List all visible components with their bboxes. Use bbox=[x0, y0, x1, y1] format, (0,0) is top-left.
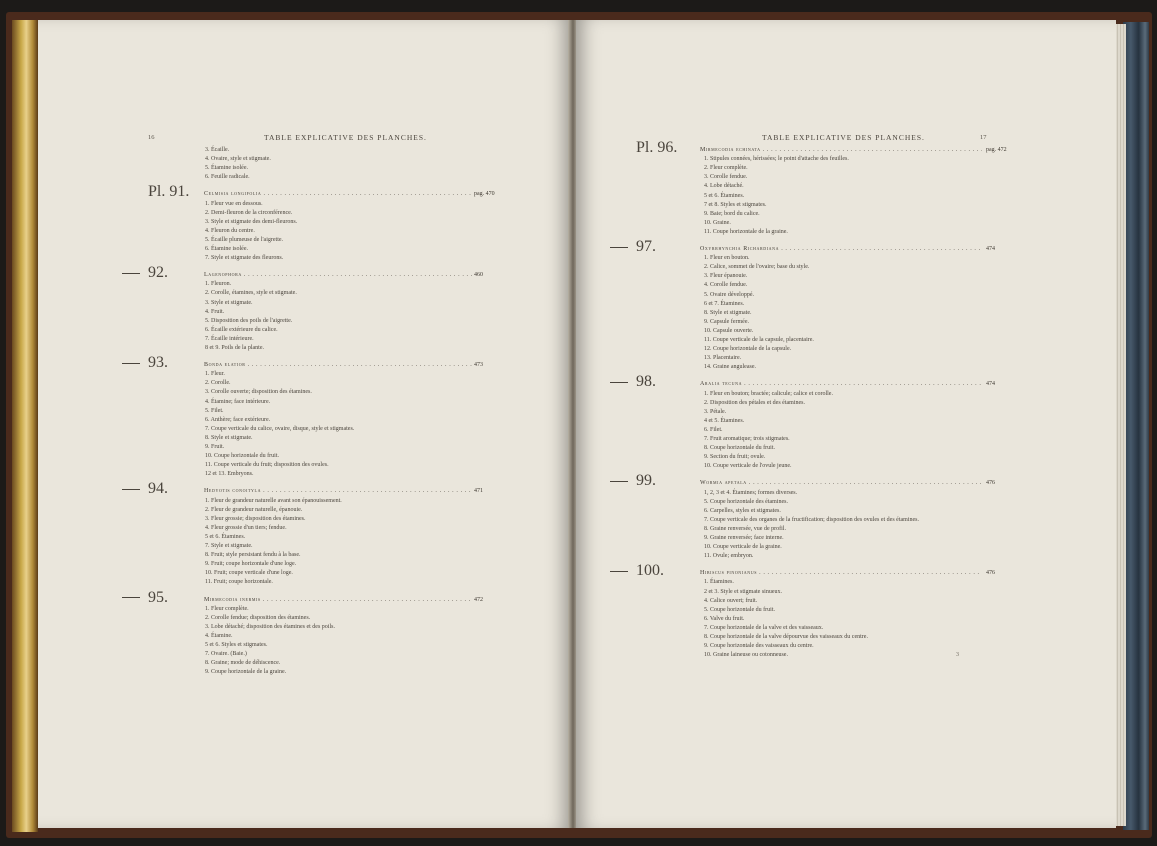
list-item: 3. Corolle ouverte; disposition des étamines. bbox=[205, 389, 312, 396]
dash-rule bbox=[610, 481, 628, 482]
list-item: 6. Anthère; face extérieure. bbox=[205, 416, 271, 423]
page-reference: 476 bbox=[986, 480, 995, 487]
list-item: 2. Demi-fleuron de la circonférence. bbox=[205, 209, 293, 216]
page-number: 17 bbox=[980, 134, 987, 141]
list-item: 9. Capsule fermée. bbox=[704, 318, 749, 325]
running-head: TABLE EXPLICATIVE DES PLANCHES. bbox=[762, 133, 925, 142]
plate-label: 92. bbox=[148, 264, 168, 282]
list-item: 2. Corolle. bbox=[205, 380, 231, 387]
plate-label: 99. bbox=[636, 472, 656, 490]
list-item: 4. Corolle fendue. bbox=[704, 282, 748, 289]
list-item: 1. Fleur. bbox=[205, 371, 225, 378]
list-item: 6. Écaille extérieure du calice. bbox=[205, 326, 278, 333]
species-name: Aralia tecuna . . . bbox=[700, 381, 982, 387]
list-item: 7. Coupe horizontale de la valve et des vaisseaux. bbox=[704, 624, 824, 631]
species-name: Wormia apetala . . . bbox=[700, 480, 982, 486]
list-item: 9. Fruit; coupe horizontale d'une loge. bbox=[205, 561, 297, 568]
list-item: 9. Section du fruit; ovule. bbox=[704, 454, 766, 461]
list-item: 6. Valve du fruit. bbox=[704, 615, 745, 622]
plate-number bbox=[122, 589, 168, 607]
dash-rule bbox=[122, 597, 140, 598]
list-item: 5. Étamine isolée. bbox=[205, 165, 248, 172]
list-item: 1. Stipules connées, hérissées; le point d'attache des feuilles. bbox=[704, 156, 849, 163]
list-item: 2. Fleur complète. bbox=[704, 165, 748, 172]
list-item: 5 et 6. Étamines. bbox=[205, 533, 246, 540]
page-reference: pag. 470 bbox=[474, 191, 495, 198]
list-item: 1, 2, 3 et 4. Étamines; formes diverses. bbox=[704, 489, 798, 496]
list-item: 11. Ovule; embryon. bbox=[704, 553, 754, 560]
list-item: 10. Graine. bbox=[704, 219, 731, 226]
signature-mark: 3 bbox=[956, 652, 959, 658]
list-item: 9. Coupe horizontale de la graine. bbox=[205, 669, 287, 676]
list-item: 3. Corolle fendue. bbox=[704, 174, 748, 181]
left-page bbox=[38, 20, 570, 828]
page-reference: pag. 472 bbox=[986, 147, 1007, 153]
list-item: 4. Calice ouvert; fruit. bbox=[704, 597, 758, 604]
list-item: 8. Fruit; style persistant fendu à la base. bbox=[205, 552, 301, 559]
page-reference: 472 bbox=[474, 596, 483, 603]
list-item: 8. Style et stigmate. bbox=[205, 434, 253, 441]
list-item: 9. Coupe horizontale des vaisseaux du centre. bbox=[704, 643, 814, 650]
page-reference: 471 bbox=[474, 488, 483, 495]
list-item: 11. Coupe verticale du fruit; disposition des ovules. bbox=[205, 462, 329, 469]
plate-number bbox=[610, 373, 656, 391]
list-item: 6 et 7. Étamines. bbox=[704, 300, 745, 307]
dash-rule bbox=[122, 273, 140, 274]
list-item: 7. Coupe verticale des organes de la fructification; disposition des ovules et des étamines. bbox=[704, 516, 919, 523]
page-reference: 474 bbox=[986, 246, 995, 252]
list-item: 12. Coupe horizontale de la capsule. bbox=[704, 346, 792, 353]
list-item: 6. Carpelles, styles et stigmates. bbox=[704, 507, 781, 514]
dash-rule bbox=[610, 247, 628, 248]
list-item: 2 et 3. Style et stigmate sinueux. bbox=[704, 588, 782, 595]
plate-label: 94. bbox=[148, 480, 168, 498]
list-item: 9. Fruit. bbox=[205, 444, 225, 450]
list-item: 3. Fleur grossie; disposition des étamines. bbox=[205, 515, 306, 522]
list-item: 4. Ovaire, style et stigmate. bbox=[205, 156, 271, 163]
list-item: 11. Fruit; coupe horizontale. bbox=[205, 579, 273, 586]
list-item: 5. Ovaire développé. bbox=[704, 291, 754, 298]
list-item: 10. Capsule ouverte. bbox=[704, 327, 754, 334]
list-item: 10. Fruit; coupe verticale d'une loge. bbox=[205, 570, 293, 577]
list-item: 1. Fleur en bouton. bbox=[704, 255, 750, 262]
list-item: 10. Coupe horizontale du fruit. bbox=[205, 453, 279, 460]
list-item: 3. Style et stigmate des demi-fleurons. bbox=[205, 218, 298, 225]
plate-number bbox=[636, 139, 677, 157]
plate-number bbox=[122, 480, 168, 498]
list-item: 5. Filet. bbox=[205, 407, 224, 414]
list-item: 7. Style et stigmate. bbox=[205, 543, 253, 549]
plate-label: 98. bbox=[636, 373, 656, 391]
list-item: 5. Coupe horizontale du fruit. bbox=[704, 606, 775, 613]
list-item: 5. Coupe horizontale des étamines. bbox=[704, 498, 788, 505]
dash-rule bbox=[610, 571, 628, 572]
plate-label: 100. bbox=[636, 562, 664, 580]
plate-number bbox=[122, 354, 168, 372]
list-item: 10. Coupe verticale de la graine. bbox=[704, 544, 782, 551]
page-reference: 460 bbox=[474, 272, 483, 279]
page-reference: 474 bbox=[986, 381, 995, 388]
list-item: 3. Style et stigmate. bbox=[205, 299, 253, 306]
species-name: Bonda elatior . . . bbox=[204, 362, 472, 368]
species-name: Mirmecodia echinata . . . bbox=[700, 147, 982, 153]
list-item: 4. Étamine; face intérieure. bbox=[205, 398, 271, 405]
list-item: 8. Style et stigmate. bbox=[704, 309, 752, 316]
list-item: 7. Coupe verticale du calice, ovaire, disque, style et stigmates. bbox=[205, 425, 355, 432]
list-item: 12 et 13. Embryons. bbox=[205, 471, 254, 478]
plate-number bbox=[148, 183, 189, 201]
list-item: 2. Disposition des pétales et des étamines. bbox=[704, 399, 805, 406]
list-item: 4. Fleur grossie d'un tiers; fendue. bbox=[205, 524, 287, 531]
list-item: 3. Écaille. bbox=[205, 147, 230, 153]
list-item: 5. Écaille plumeuse de l'aigrette. bbox=[205, 236, 284, 243]
list-item: 1. Fleuron. bbox=[205, 281, 232, 288]
list-item: 1. Fleur vue en dessous. bbox=[205, 200, 263, 207]
plate-number bbox=[610, 562, 664, 580]
list-item: 4. Étamine. bbox=[205, 632, 233, 639]
plate-number bbox=[122, 264, 168, 282]
page-reference: 473 bbox=[474, 362, 483, 369]
right-page bbox=[576, 20, 1116, 828]
plate-label: Pl. 91. bbox=[148, 183, 190, 201]
list-item: 5 et 6. Styles et stigmates. bbox=[205, 642, 268, 648]
list-item: 8 et 9. Poils de la plante. bbox=[205, 345, 264, 351]
list-item: 2. Corolle, étamines, style et stigmate. bbox=[205, 290, 297, 297]
list-item: 4. Lobe détaché. bbox=[704, 183, 744, 190]
list-item: 3. Pétale. bbox=[704, 408, 727, 415]
list-item: 4 et 5. Étamines. bbox=[704, 417, 745, 424]
species-name: Celmisia longifolia . . . bbox=[204, 191, 472, 197]
dash-rule bbox=[610, 382, 628, 383]
list-item: 8. Coupe horizontale du fruit. bbox=[704, 445, 775, 452]
list-item: 13. Placentaire. bbox=[704, 355, 742, 362]
list-item: 7. Écaille intérieure. bbox=[205, 335, 254, 342]
marbled-edge bbox=[1123, 22, 1149, 830]
list-item: 11. Coupe verticale de la capsule, placentaire. bbox=[704, 337, 814, 343]
list-item: 4. Fleuron du centre. bbox=[205, 227, 255, 234]
running-head: TABLE EXPLICATIVE DES PLANCHES. bbox=[264, 133, 427, 142]
page-number: 16 bbox=[148, 134, 155, 141]
list-item: 1. Fleur en bouton; bractée; calicule; calice et corolle. bbox=[704, 390, 833, 397]
list-item: 2. Calice, sommet de l'ovaire; base du style. bbox=[704, 264, 810, 271]
list-item: 9. Graine renversée; face interne. bbox=[704, 535, 784, 541]
list-item: 7 et 8. Styles et stigmates. bbox=[704, 201, 767, 208]
list-item: 6. Étamine isolée. bbox=[205, 246, 248, 252]
dash-rule bbox=[122, 489, 140, 490]
list-item: 11. Coupe horizontale de la graine. bbox=[704, 228, 788, 235]
list-item: 8. Graine renversée, vue de profil. bbox=[704, 525, 786, 532]
species-name: Oxyrrhynchia Richardiana . . . bbox=[700, 246, 982, 252]
plate-label: 95. bbox=[148, 588, 168, 606]
plate-number bbox=[610, 238, 656, 256]
list-item: 10. Graine laineuse ou cotonneuse. bbox=[704, 652, 788, 659]
list-item: 10. Coupe verticale de l'ovule jeune. bbox=[704, 463, 792, 470]
list-item: 14. Graine angulease. bbox=[704, 364, 756, 371]
plate-label: 97. bbox=[636, 238, 656, 255]
list-item: 2. Fleur de grandeur naturelle, épanouie. bbox=[205, 506, 303, 513]
species-name: Mirmecodia inermis . . . bbox=[204, 597, 472, 603]
plate-label: 93. bbox=[148, 354, 168, 372]
page-reference: 476 bbox=[986, 570, 995, 577]
list-item: 8. Coupe horizontale de la valve dépourvue des vaisseaux du centre. bbox=[704, 634, 868, 640]
species-name: Lagenophora . . . bbox=[204, 272, 472, 278]
list-item: 7. Fruit aromatique; trois stigmates. bbox=[704, 436, 790, 442]
list-item: 4. Fruit. bbox=[205, 308, 225, 315]
list-item: 1. Fleur complète. bbox=[205, 605, 249, 612]
dash-rule bbox=[122, 363, 140, 364]
list-item: 3. Lobe détaché; disposition des étamines et des poils. bbox=[205, 623, 335, 630]
list-item: 8. Graine; mode de déhiscence. bbox=[205, 660, 281, 667]
list-item: 1. Étamines. bbox=[704, 579, 734, 586]
list-item: 5 et 6. Étamines. bbox=[704, 192, 745, 199]
plate-label: Pl. 96. bbox=[636, 139, 678, 156]
list-item: 6. Filet. bbox=[704, 426, 723, 433]
list-item: 7. Ovaire. (Baie.) bbox=[205, 651, 247, 658]
list-item: 1. Fleur de grandeur naturelle avant son épanouissement. bbox=[205, 497, 342, 504]
list-item: 3. Fleur épanouie. bbox=[704, 273, 748, 280]
list-item: 7. Style et stigmate des fleurons. bbox=[205, 255, 284, 262]
list-item: 9. Baie; bord du calice. bbox=[704, 210, 760, 217]
list-item: 5. Disposition des poils de l'aigrette. bbox=[205, 317, 293, 324]
species-name: Hedyotis conoityla . . . bbox=[204, 488, 472, 494]
list-item: 6. Feuille radicale. bbox=[205, 174, 250, 181]
species-name: Hibiscus pinonianus . . . bbox=[700, 570, 982, 576]
plate-number bbox=[610, 472, 656, 490]
list-item: 2. Corolle fendue; disposition des étamines. bbox=[205, 614, 311, 621]
gilt-page-edge bbox=[12, 20, 38, 832]
